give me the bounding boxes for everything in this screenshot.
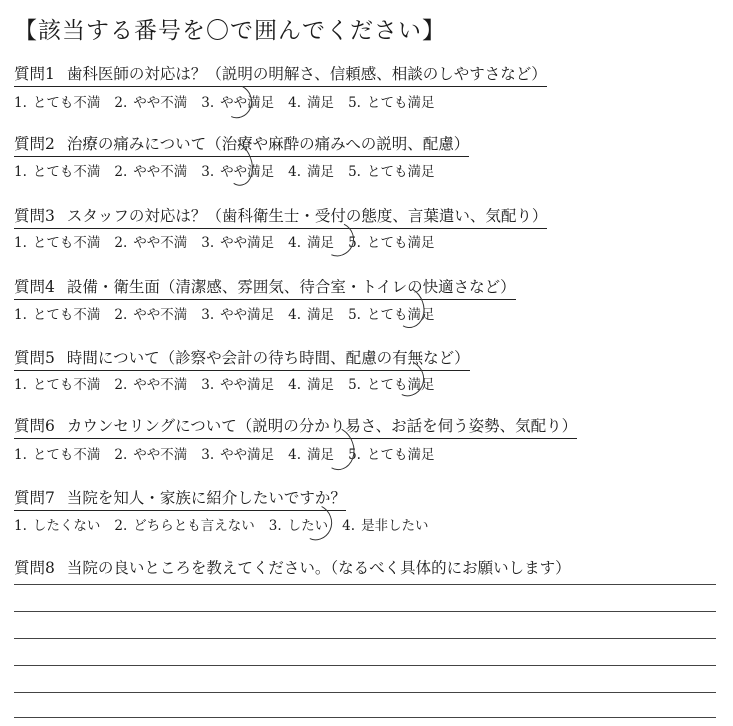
- question-7-heading: [14, 486, 346, 511]
- question-8-label: 質問8: [14, 559, 55, 577]
- answer-line[interactable]: [14, 717, 716, 718]
- q3-option-5[interactable]: 5. とても満足: [348, 235, 435, 251]
- question-8-heading: [14, 556, 571, 580]
- q1-option-4[interactable]: 4. 満足: [288, 95, 335, 111]
- question-6-text: カウンセリングについて（説明の分かり易さ、お話を伺う姿勢、気配り）: [66, 417, 578, 435]
- q4-option-3[interactable]: 3. やや満足: [201, 307, 275, 323]
- question-7-text: 当院を知人・家族に紹介したいですか？: [66, 489, 346, 507]
- answer-line[interactable]: [14, 584, 716, 585]
- question-4-heading: [14, 275, 516, 300]
- q4-option-5[interactable]: 5. とても満足: [348, 307, 435, 323]
- q6-option-3[interactable]: 3. やや満足: [201, 447, 275, 463]
- q3-option-3[interactable]: 3. やや満足: [201, 235, 275, 251]
- q5-option-2[interactable]: 2. やや不満: [114, 377, 188, 393]
- answer-line[interactable]: [14, 611, 716, 612]
- question-2-label: 質問2: [14, 135, 55, 153]
- question-8-text: 当院の良いところを教えてください。（なるべく具体的にお願いします）: [66, 559, 571, 577]
- q1-option-3[interactable]: 3. やや満足: [201, 95, 275, 111]
- q6-option-2[interactable]: 2. やや不満: [114, 447, 188, 463]
- question-4-options: [14, 303, 448, 323]
- q6-option-1[interactable]: 1. とても不満: [14, 447, 101, 463]
- question-7-options: [14, 514, 443, 534]
- q7-option-2[interactable]: 2. どちらとも言えない: [114, 518, 255, 534]
- question-3-text: スタッフの対応は？（歯科衛生士・受付の態度、言葉遣い、気配り）: [66, 207, 548, 225]
- q5-option-4[interactable]: 4. 満足: [288, 377, 335, 393]
- q3-option-4[interactable]: 4. 満足: [288, 235, 335, 251]
- q6-option-5[interactable]: 5. とても満足: [348, 447, 435, 463]
- q5-option-5[interactable]: 5. とても満足: [348, 377, 435, 393]
- answer-line[interactable]: [14, 638, 716, 639]
- q7-option-3[interactable]: 3. したい: [268, 518, 329, 534]
- question-3-options: [14, 231, 448, 251]
- q4-option-1[interactable]: 1. とても不満: [14, 307, 101, 323]
- q3-option-1[interactable]: 1. とても不満: [14, 235, 101, 251]
- question-3-heading: [14, 204, 547, 229]
- question-6-heading: [14, 414, 577, 439]
- q6-option-4[interactable]: 4. 満足: [288, 447, 335, 463]
- question-5-options: [14, 373, 448, 393]
- q4-option-4[interactable]: 4. 満足: [288, 307, 335, 323]
- question-1-label: 質問1: [14, 65, 55, 83]
- q7-option-4[interactable]: 4. 是非したい: [342, 518, 429, 534]
- q1-option-2[interactable]: 2. やや不満: [114, 95, 188, 111]
- question-4-text: 設備・衛生面（清潔感、雰囲気、待合室・トイレの快適さなど）: [66, 278, 516, 296]
- question-1-heading: [14, 62, 547, 87]
- question-3-label: 質問3: [14, 207, 55, 225]
- q2-option-1[interactable]: 1. とても不満: [14, 164, 101, 180]
- q2-option-5[interactable]: 5. とても満足: [348, 164, 435, 180]
- question-1-text: 歯科医師の対応は？（説明の明解さ、信頼感、相談のしやすさなど）: [66, 65, 547, 83]
- q2-option-2[interactable]: 2. やや不満: [114, 164, 188, 180]
- question-6-options: [14, 443, 448, 463]
- answer-line[interactable]: [14, 692, 716, 693]
- q1-option-1[interactable]: 1. とても不満: [14, 95, 101, 111]
- q5-option-3[interactable]: 3. やや満足: [201, 377, 275, 393]
- q2-option-3[interactable]: 3. やや満足: [201, 164, 275, 180]
- question-2-text: 治療の痛みについて（治療や麻酔の痛みへの説明、配慮）: [66, 135, 470, 153]
- q4-option-2[interactable]: 2. やや不満: [114, 307, 188, 323]
- question-7-label: 質問7: [14, 489, 55, 507]
- question-6-label: 質問6: [14, 417, 55, 435]
- q3-option-2[interactable]: 2. やや不満: [114, 235, 188, 251]
- question-5-label: 質問5: [14, 349, 55, 367]
- q1-option-5[interactable]: 5. とても満足: [348, 95, 435, 111]
- q7-option-1[interactable]: 1. したくない: [14, 518, 101, 534]
- q5-option-1[interactable]: 1. とても不満: [14, 377, 101, 393]
- answer-line[interactable]: [14, 665, 716, 666]
- form-title: 【該当する番号を〇で囲んでください】: [14, 18, 446, 44]
- question-4-label: 質問4: [14, 278, 55, 296]
- q2-option-4[interactable]: 4. 満足: [288, 164, 335, 180]
- question-5-text: 時間について（診察や会計の待ち時間、配慮の有無など）: [66, 349, 470, 367]
